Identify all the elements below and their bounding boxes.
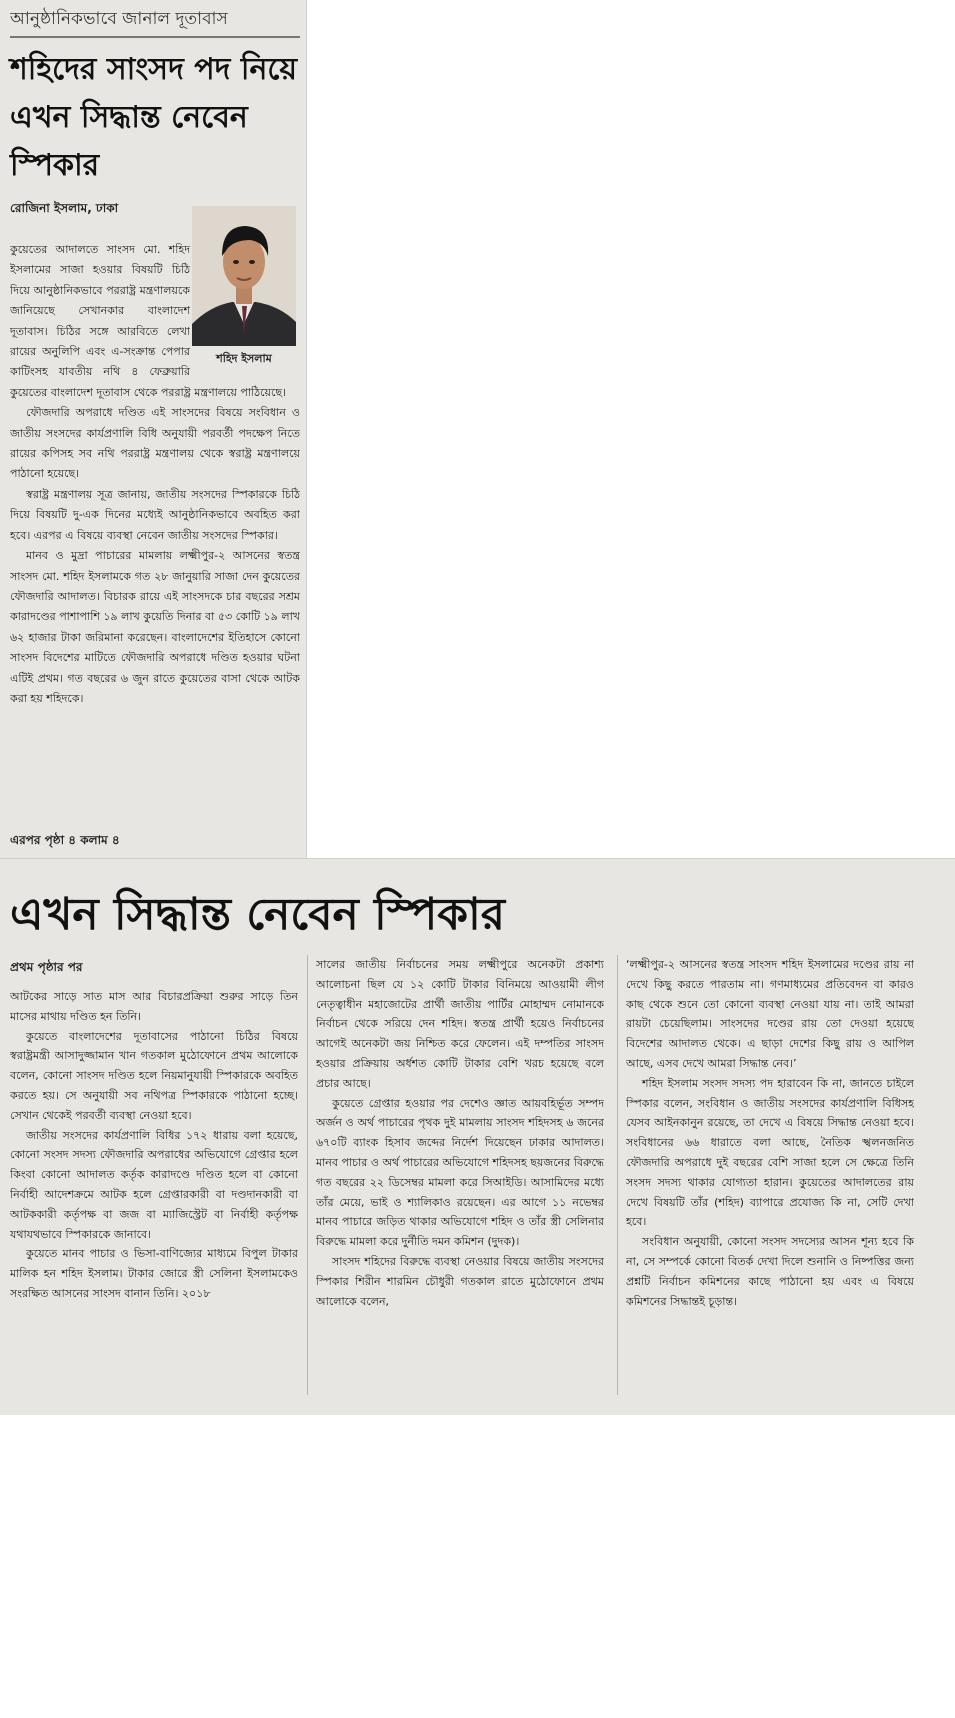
photo-caption: শহিদ ইসলাম <box>216 352 272 365</box>
paragraph: সংবিধান অনুযায়ী, কোনো সংসদ সদস্যের আসন শূন্য হবে কি না, সে সম্পর্কে কোনো বিতর্ক দেখা দিলে শুনানি ও নিষ্পত্তির জন্য প্রশ্নটি নির্বাচন কমিশনের কাছে পাঠানো হয় এবং এ বিষয়ে কমিশনের সিদ্ধান্তই চূড়ান্ত। <box>626 1235 914 1308</box>
byline: রোজিনা ইসলাম, ঢাকা <box>10 201 119 215</box>
paragraph: ফৌজদারি অপরাধে দণ্ডিত এই সাংসদের বিষয়ে সংবিধান ও জাতীয় সংসদের কার্যপ্রণালি বিধি অনুযায়ী পরবর্তী পদক্ষেপ নিতে রায়ের কপিসহ সব নথি পররাষ্ট্র মন্ত্রণালয় থেকে স্বরাষ্ট্র মন্ত্রণালয়ে পাঠানো হয়েছে। <box>10 406 300 481</box>
article-column-1 <box>10 987 298 1407</box>
portrait-photo <box>192 206 296 346</box>
paragraph: সালের জাতীয় নির্বাচনের সময় লক্ষ্মীপুরে অনেকটা প্রকাশ্য আলোচনা ছিল যে ১২ কোটি টাকার বিনিময়ে আওয়ামী লীগ নেতৃত্বাধীন মহাজোটের প্রার্থী জাতীয় পার্টির মোহাম্মদ নোমানকে নির্বাচন থেকে সরিয়ে দেন শহিদ। স্বতন্ত্র প্রার্থী হয়েও নির্বাচনের আগেই অনেকটা জয় নিশ্চিত করে ফেলেন। এই দম্পতির সাংসদ হওয়ার প্রক্রিয়ায় অর্ধশত কোটি টাকার বেশি খরচ হয়েছে বলে প্রচার আছে। <box>316 958 604 1090</box>
article-column-3 <box>626 955 914 1407</box>
kicker-divider <box>10 36 300 38</box>
continued-from-label: প্রথম পৃষ্ঠার পর <box>10 960 83 974</box>
continuation-headline: এখন সিদ্ধান্ত নেবেন স্পিকার <box>10 889 505 940</box>
paragraph: জাতীয় সংসদের কার্যপ্রণালি বিধির ১৭২ ধারায় বলা হয়েছে, কোনো সংসদ সদস্য ফৌজদারি অপরাধের অভিযোগে গ্রেপ্তার হলে কিংবা কোনো আদালত কর্তৃক কারাদণ্ডে দণ্ডিত হলে বা কোনো নির্বাহী আদেশক্রমে আটক হলে গ্রেপ্তারকারী বা দণ্ডদানকারী বা আটককারী কর্তৃপক্ষ বা জজ বা ম্যাজিস্ট্রেট বা নির্বাহী কর্তৃপক্ষ যথাযথভাবে স্পিকারকে জানাবে। <box>10 1128 298 1241</box>
column-divider <box>307 955 308 1395</box>
paragraph: সাংসদ শহিদের বিরুদ্ধে ব্যবস্থা নেওয়ার বিষয়ে জাতীয় সংসদের স্পিকার শিরীন শারমিন চৌধুরী গতকাল রাতে মুঠোফোনে প্রথম আলোকে বলেন, <box>316 1254 604 1308</box>
column-divider <box>617 955 618 1395</box>
paragraph: ‘লক্ষ্মীপুর-২ আসনের স্বতন্ত্র সাংসদ শহিদ ইসলামের দণ্ডের রায় না দেখে কিছু করতে পারতাম না। গণমাধ্যমের প্রতিবেদন বা কারও কাছ থেকে শুনে তো কোনো ব্যবস্থা নেওয়া যায় না। তাই আমরা রায়টা চেয়েছিলাম। সাংসদের দণ্ডের রায় তো দেওয়া হয়েছে বিদেশের আদালত থেকে। এ ছাড়া দেশের কিছু রায় ও আপিল আছে, এসব দেখে আমরা সিদ্ধান্ত নেব।’ <box>626 958 914 1070</box>
paragraph: কুয়েতের আদালতে সাংসদ মো. শহিদ ইসলামের সাজা হওয়ার বিষয়টি চিঠি দিয়ে আনুষ্ঠানিকভাবে পররাষ্ট্র মন্ত্রণালয়কে জানিয়েছে সেখানকার বাংলাদেশ দূতাবাস। চিঠির সঙ্গে আরবিতে লেখা রায়ের অনুলিপি এবং এ-সংক্রান্ত পেপার কাটিংসহ যাবতীয় নথি ৪ ফেব্রুয়ারি কুয়েতের বাংলাদেশ দূতাবাস থেকে পররাষ্ট্র মন্ত্রণালয়ে পাঠিয়েছে। <box>10 243 286 399</box>
paragraph: স্বরাষ্ট্র মন্ত্রণালয় সূত্র জানায়, জাতীয় সংসদের স্পিকারকে চিঠি দিয়ে বিষয়টি দু-এক দিনের মধ্যেই আনুষ্ঠানিকভাবে অবহিত করা হবে। এরপর এ বিষয়ে ব্যবস্থা নেবেন জাতীয় সংসদের স্পিকার। <box>10 487 300 542</box>
continuation-clipping <box>0 858 955 1415</box>
paragraph: কুয়েতে মানব পাচার ও ভিসা-বাণিজ্যের মাধ্যমে বিপুল টাকার মালিক হন শহিদ ইসলাম। টাকার জোরে স্ত্রী সেলিনা ইসলামকেও সংরক্ষিত আসনের সাংসদ বানান তিনি। ২০১৮ <box>10 1247 298 1300</box>
continued-on-reference: এরপর পৃষ্ঠা ৪ কলাম ৪ <box>10 833 120 847</box>
headline: শহিদের সাংসদ পদ নিয়ে এখন সিদ্ধান্ত নেবেন স্পিকার <box>10 52 298 183</box>
paragraph: মানব ও মুদ্রা পাচারের মামলায় লক্ষ্মীপুর-২ আসনের স্বতন্ত্র সাংসদ মো. শহিদ ইসলামকে গত ২৮ জানুয়ারি সাজা দেন কুয়েতের ফৌজদারি আদালত। বিচারক রায়ে এই সাংসদকে চার বছরের সশ্রম কারাদণ্ডের পাশাপাশি ১৯ লাখ কুয়েতি দিনার বা ৫৩ কোটি ১৯ লাখ ৬২ হাজার টাকা জরিমানা করেছেন। বাংলাদেশের ইতিহাসে কোনো সাংসদ বিদেশের মাটিতে ফৌজদারি অপরাধে দণ্ডিত হওয়ার ঘটনা এটিই প্রথম। গত বছরের ৬ জুন রাতে কুয়েতের বাসা থেকে আটক করা হয় শহিদকে। <box>10 549 300 705</box>
front-page-clipping <box>0 0 307 858</box>
paragraph: আটকের সাড়ে সাত মাস আর বিচারপ্রক্রিয়া শুরুর সাড়ে তিন মাসের মাথায় দণ্ডিত হন তিনি। <box>10 990 298 1023</box>
paragraph: শহিদ ইসলাম সংসদ সদস্য পদ হারাবেন কি না, জানতে চাইলে স্পিকার বলেন, সংবিধান ও জাতীয় সংসদের কার্যপ্রণালি বিধিসহ যেসব আইনকানুন রয়েছে, তা দেখে এ বিষয়ে সিদ্ধান্ত নেওয়া হবে। সংবিধানের ৬৬ ধারাতে বলা আছে, নৈতিক স্খলনজনিত ফৌজদারি অপরাধে দুই বছরের বেশি সাজা হলে সে ক্ষেত্রে তিনি সংসদ সদস্য থাকার যোগ্যতা হারান। কুয়েতের আদালতের রায় দেখে বিষয়টি তাঁর (শহিদ) ব্যাপারে প্রযোজ্য কি না, সেটি দেখা হবে। <box>626 1076 914 1229</box>
paragraph: কুয়েতে গ্রেপ্তার হওয়ার পর দেশেও জ্ঞাত আয়বহির্ভূত সম্পদ অর্জন ও অর্থ পাচারের পৃথক দুই মামলায় সাংসদ শহিদসহ ৬ জনের ৬৭০টি ব্যাংক হিসাব জব্দের নির্দেশ দিয়েছেন ঢাকার আদালত। মানব পাচার ও অর্থ পাচারের অভিযোগে শহিদসহ ছয়জনের বিরুদ্ধে গত বছরের ২২ ডিসেম্বর মামলা করে সিআইডি। আসামিদের মধ্যে তাঁর মেয়ে, ভাই ও শ্যালিকাও রয়েছেন। এর আগে ১১ নভেম্বর মানব পাচারে জড়িত থাকার অভিযোগে শহিদ ও তাঁর স্ত্রী সেলিনার বিরুদ্ধে মামলা করে দুর্নীতি দমন কমিশন (দুদক)। <box>316 1096 604 1249</box>
kicker: আনুষ্ঠানিকভাবে জানাল দূতাবাস <box>10 9 228 29</box>
paragraph: কুয়েতে বাংলাদেশের দূতাবাসের পাঠানো চিঠির বিষয়ে স্বরাষ্ট্রমন্ত্রী আসাদুজ্জামান খান গতকাল মুঠোফোনে প্রথম আলোকে বলেন, কোনো সাংসদ দণ্ডিত হলে নিয়মানুযায়ী স্পিকারকে অবহিত করতে হয়। সে অনুযায়ী সব নথিপত্র স্পিকারকে পাঠানো হচ্ছে। সেখান থেকেই পরবর্তী ব্যবস্থা নেওয়া হবে। <box>10 1029 298 1122</box>
article-column-2 <box>316 955 604 1407</box>
